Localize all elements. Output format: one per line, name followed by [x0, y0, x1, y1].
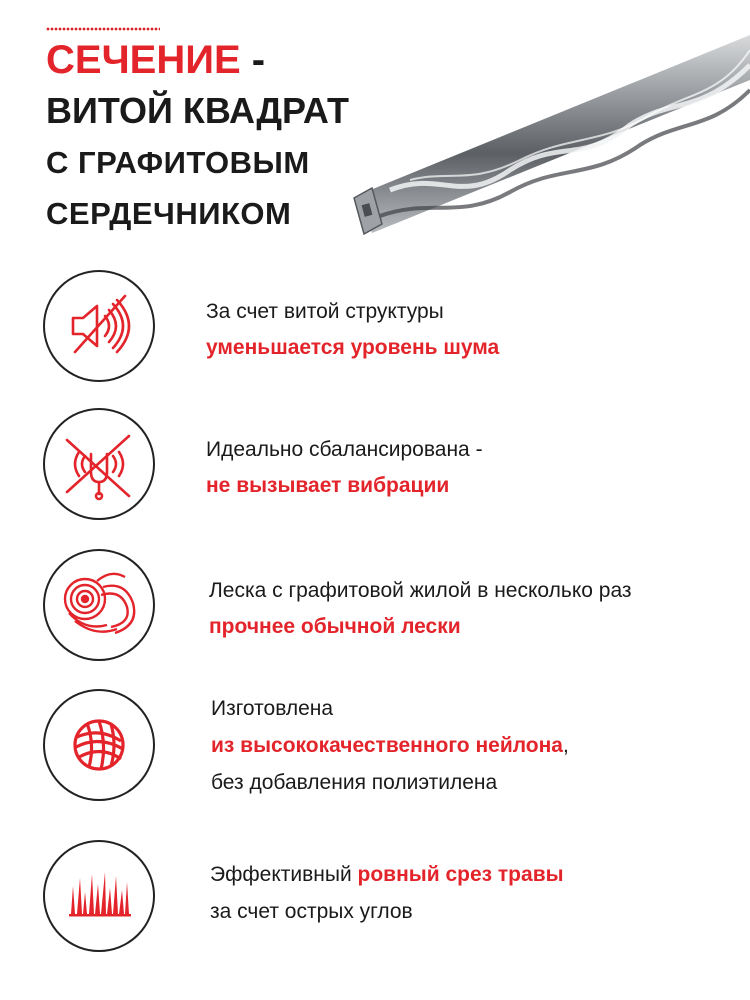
title-line-4: СЕРДЕЧНИКОМ — [46, 196, 292, 231]
feature-strength-line1: Леска с графитовой жилой в несколько раз — [209, 579, 632, 602]
trimmer-line-spool-icon — [43, 549, 155, 661]
cut-grass-icon — [43, 840, 155, 952]
feature-noise-line2: уменьшается уровень шума — [206, 336, 500, 359]
feature-nylon-comma: , — [563, 734, 569, 757]
decorative-dotted-line — [46, 27, 160, 31]
noise-reduction-icon — [43, 270, 155, 382]
page-title — [46, 40, 265, 80]
title-dash: - — [240, 38, 266, 82]
feature-cut-strong: ровный срез травы — [357, 863, 564, 886]
feature-nylon-line1: Изготовлена — [211, 697, 334, 720]
feature-cut-line1 — [210, 857, 564, 893]
no-vibration-icon — [43, 408, 155, 520]
feature-vibration — [0, 408, 750, 528]
feature-cut — [0, 840, 750, 960]
feature-noise — [0, 270, 750, 390]
feature-vibration-line1: Идеально сбалансирована - — [206, 438, 483, 461]
nylon-yarn-icon — [43, 689, 155, 801]
title-line-2: ВИТОЙ КВАДРАТ — [46, 90, 350, 131]
feature-noise-line1: За счет витой структуры — [206, 300, 444, 323]
feature-strength — [0, 549, 750, 669]
feature-strength-line2: прочнее обычной лески — [209, 615, 461, 638]
feature-cut-line2: за счет острых углов — [210, 900, 413, 923]
feature-nylon-strong: из высококачественного нейлона — [211, 734, 563, 757]
feature-nylon — [0, 689, 750, 809]
feature-cut-prefix: Эффективный — [210, 863, 358, 886]
feature-vibration-line2: не вызывает вибрации — [206, 474, 450, 497]
feature-nylon-line3: без добавления полиэтилена — [211, 771, 498, 794]
twisted-line-image — [350, 20, 750, 250]
title-red-part: СЕЧЕНИЕ — [46, 38, 241, 82]
title-line-3: С ГРАФИТОВЫМ — [46, 145, 310, 180]
feature-nylon-line2 — [211, 728, 569, 764]
